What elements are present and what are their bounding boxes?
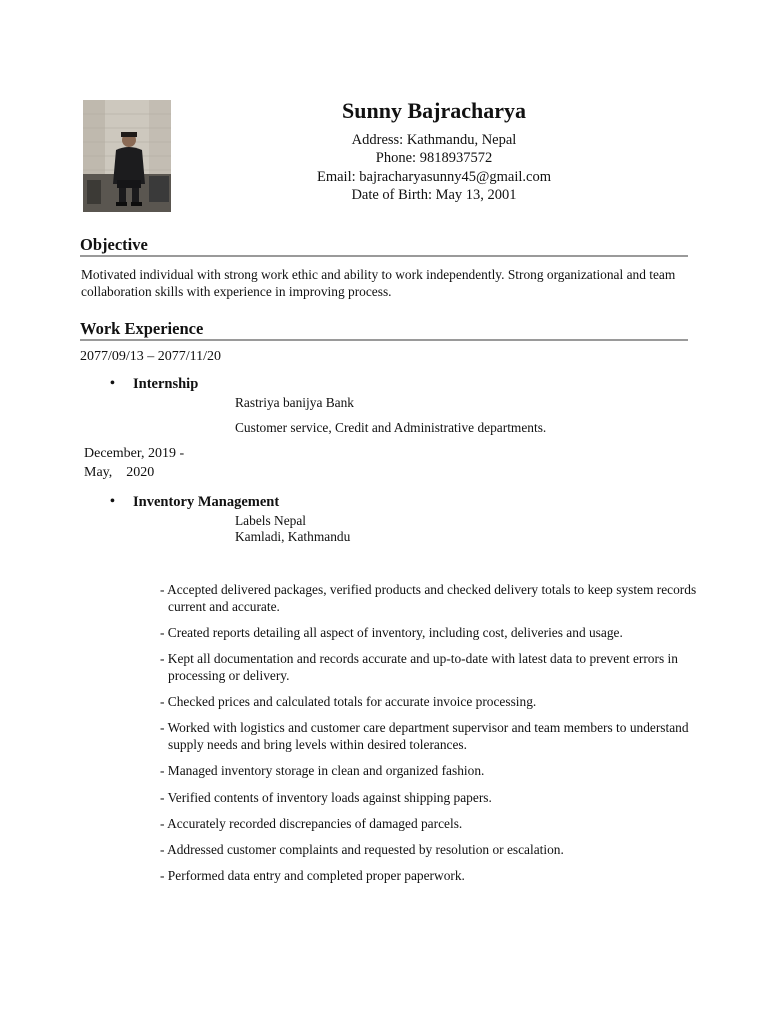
duty-item: - Checked prices and calculated totals for accurate invoice processing.	[160, 694, 537, 709]
profile-photo	[83, 100, 171, 212]
job-dates: 2077/09/13 – 2077/11/20	[80, 349, 222, 364]
candidate-name: Sunny Bajracharya	[342, 98, 526, 123]
duty-item: - Performed data entry and completed proper paperwork.	[160, 868, 465, 883]
duty-item: - Accepted delivered packages, verified products and checked delivery totals to keep system records current and accurate.	[160, 582, 697, 614]
job-dates: December, 2019 -	[84, 446, 185, 461]
duty-item: - Worked with logistics and customer care department supervisor and team members to understand supply needs and bring levels within desired tolerances.	[160, 720, 689, 752]
duty-item: - Verified contents of inventory loads against shipping papers.	[160, 790, 492, 805]
duty-item: - Accurately recorded discrepancies of damaged parcels.	[160, 816, 463, 831]
email-line: Email: bajracharyasunny45@gmail.com	[316, 169, 551, 185]
job-dates: May, 2020	[84, 465, 155, 480]
section-divider	[80, 339, 688, 341]
job-organization: Rastriya banijya Bank	[235, 395, 354, 410]
dob-line: Date of Birth: May 13, 2001	[351, 187, 517, 203]
phone-line: Phone: 9818937572	[375, 150, 493, 166]
bullet-icon: •	[110, 494, 115, 509]
job-location: Kamladi, Kathmandu	[235, 529, 351, 544]
objective-heading: Objective	[80, 235, 148, 254]
duty-item: - Created reports detailing all aspect of inventory, including cost, deliveries and usage.	[160, 625, 623, 640]
job-organization: Labels Nepal	[235, 513, 307, 528]
duty-item: - Kept all documentation and records accurate and up-to-date with latest data to prevent errors in processing or delivery.	[160, 651, 678, 683]
job-department: Customer service, Credit and Administrative departments.	[235, 420, 547, 435]
work-experience-heading: Work Experience	[80, 319, 204, 338]
duty-item: - Managed inventory storage in clean and organized fashion.	[160, 763, 485, 778]
section-divider	[80, 255, 688, 257]
job-role: Inventory Management	[133, 494, 280, 510]
duty-item: - Addressed customer complaints and requested by resolution or escalation.	[160, 842, 564, 857]
address-line: Address: Kathmandu, Nepal	[351, 132, 517, 148]
objective-text: Motivated individual with strong work ethic and ability to work independently. Strong organizational and team collaboration skills with experience in improving process.	[81, 267, 676, 299]
bullet-icon: •	[110, 376, 115, 391]
job-role: Internship	[133, 376, 199, 392]
